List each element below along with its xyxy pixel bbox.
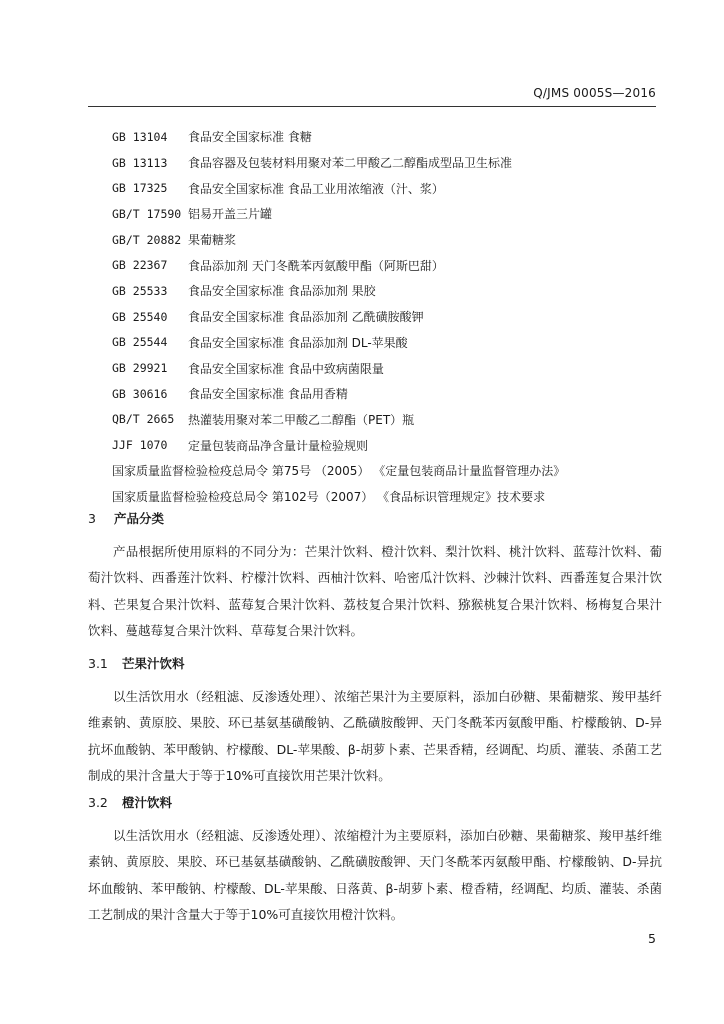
reference-code: GB 13104 — [112, 129, 168, 144]
reference-row — [112, 252, 664, 278]
section-title: 芒果汁饮料 — [122, 656, 185, 671]
document-code: Q/JMS 0005S—2016 — [533, 86, 656, 100]
section-3 — [88, 509, 662, 645]
decree-row: 国家质量监督检验检疫总局令 第102号（2007） 《食品标识管理规定》技术要求 — [112, 489, 546, 504]
reference-title: 食品添加剂 天门冬酰苯丙氨酸甲酯（阿斯巴甜） — [188, 258, 444, 273]
reference-title: 食品安全国家标准 食品添加剂 果胶 — [188, 284, 376, 299]
reference-code: GB 22367 — [112, 258, 168, 273]
reference-code: QB/T 2665 — [112, 412, 175, 427]
section-number: 3.2 — [88, 795, 108, 810]
normative-references — [112, 124, 664, 509]
reference-row — [112, 304, 664, 330]
reference-code: JJF 1070 — [112, 438, 168, 453]
section-heading — [88, 654, 662, 672]
reference-row — [112, 201, 664, 227]
section-3-2 — [88, 793, 662, 929]
reference-row — [112, 432, 664, 458]
reference-row — [112, 330, 664, 356]
reference-row — [112, 124, 664, 150]
section-paragraph: 以生活饮用水（经粗滤、反渗透处理）、浓缩芒果汁为主要原料，添加白砂糖、果葡糖浆、羧甲基纤维素钠、黄原胶、果胶、环已基氨基磺酸钠、乙酰磺胺酸钾、天门冬酰苯丙氨酸甲酯、柠檬酸钠、D-异抗坏血酸钠、苯甲酸钠、柠檬酸、DL-苹果酸、β-胡萝卜素、芒果香精，经调配、均质、灌装、杀菌工艺制成的果汁含量大于等于10%可直接饮用芒果汁饮料。 — [88, 689, 662, 784]
reference-code: GB/T 20882 — [112, 232, 182, 247]
reference-code: GB 17325 — [112, 181, 168, 196]
reference-row — [112, 355, 664, 381]
section-number: 3 — [88, 511, 96, 526]
reference-title: 食品安全国家标准 食品添加剂 DL-苹果酸 — [188, 335, 408, 350]
reference-row — [112, 381, 664, 407]
reference-title: 食品安全国家标准 食品工业用浓缩液（汁、浆） — [188, 181, 444, 196]
section-3-1 — [88, 654, 662, 790]
reference-row — [112, 227, 664, 253]
section-heading — [88, 509, 662, 527]
reference-title: 食品安全国家标准 食品中致病菌限量 — [188, 361, 384, 376]
decree-row: 国家质量监督检验检疫总局令 第75号 （2005） 《定量包装商品计量监督管理办法》 — [112, 464, 566, 479]
reference-code: GB 29921 — [112, 361, 168, 376]
section-heading — [88, 793, 662, 811]
reference-title: 食品安全国家标准 食品用香精 — [188, 387, 348, 402]
reference-row — [112, 175, 664, 201]
reference-code: GB 13113 — [112, 155, 168, 170]
reference-code: GB 25533 — [112, 283, 168, 298]
section-number: 3.1 — [88, 656, 108, 671]
reference-title: 铝易开盖三片罐 — [188, 207, 273, 222]
header-divider — [88, 106, 656, 107]
reference-title: 食品安全国家标准 食糖 — [188, 130, 312, 145]
section-title: 橙汁饮料 — [122, 795, 173, 810]
section-paragraph: 以生活饮用水（经粗滤、反渗透处理）、浓缩橙汁为主要原料，添加白砂糖、果葡糖浆、羧甲基纤维素钠、黄原胶、果胶、环已基氨基磺酸钠、乙酰磺胺酸钾、天门冬酰苯丙氨酸甲酯、柠檬酸钠、D-异抗坏血酸钠、苯甲酸钠、柠檬酸、DL-苹果酸、日落黄、β-胡萝卜素、橙香精，经调配、均质、灌装、杀菌工艺制成的果汁含量大于等于10%可直接饮用橙汁饮料。 — [88, 828, 662, 923]
reference-title: 食品安全国家标准 食品添加剂 乙酰磺胺酸钾 — [188, 310, 424, 325]
reference-row — [112, 407, 664, 433]
reference-title: 食品容器及包装材料用聚对苯二甲酸乙二醇酯成型品卫生标准 — [188, 156, 513, 171]
page-number: 5 — [648, 931, 656, 946]
section-paragraph: 产品根据所使用原料的不同分为：芒果汁饮料、橙汁饮料、梨汁饮料、桃汁饮料、蓝莓汁饮料、葡萄汁饮料、西番莲汁饮料、柠檬汁饮料、西柚汁饮料、哈密瓜汁饮料、沙棘汁饮料、西番莲复合果汁饮料、芒果复合果汁饮料、蓝莓复合果汁饮料、荔枝复合果汁饮料、猕猴桃复合果汁饮料、杨梅复合果汁饮料、蔓越莓复合果汁饮料、草莓复合果汁饮料。 — [88, 544, 662, 639]
reference-row — [112, 150, 664, 176]
reference-row — [112, 278, 664, 304]
reference-title: 果葡糖浆 — [188, 233, 237, 248]
reference-code: GB 30616 — [112, 386, 168, 401]
reference-code: GB 25540 — [112, 309, 168, 324]
reference-title: 定量包装商品净含量计量检验规则 — [188, 438, 369, 453]
reference-code: GB/T 17590 — [112, 206, 182, 221]
reference-title: 热灌装用聚对苯二甲酸乙二醇酯（PET）瓶 — [188, 412, 415, 427]
section-title: 产品分类 — [114, 511, 165, 526]
reference-code: GB 25544 — [112, 335, 168, 350]
